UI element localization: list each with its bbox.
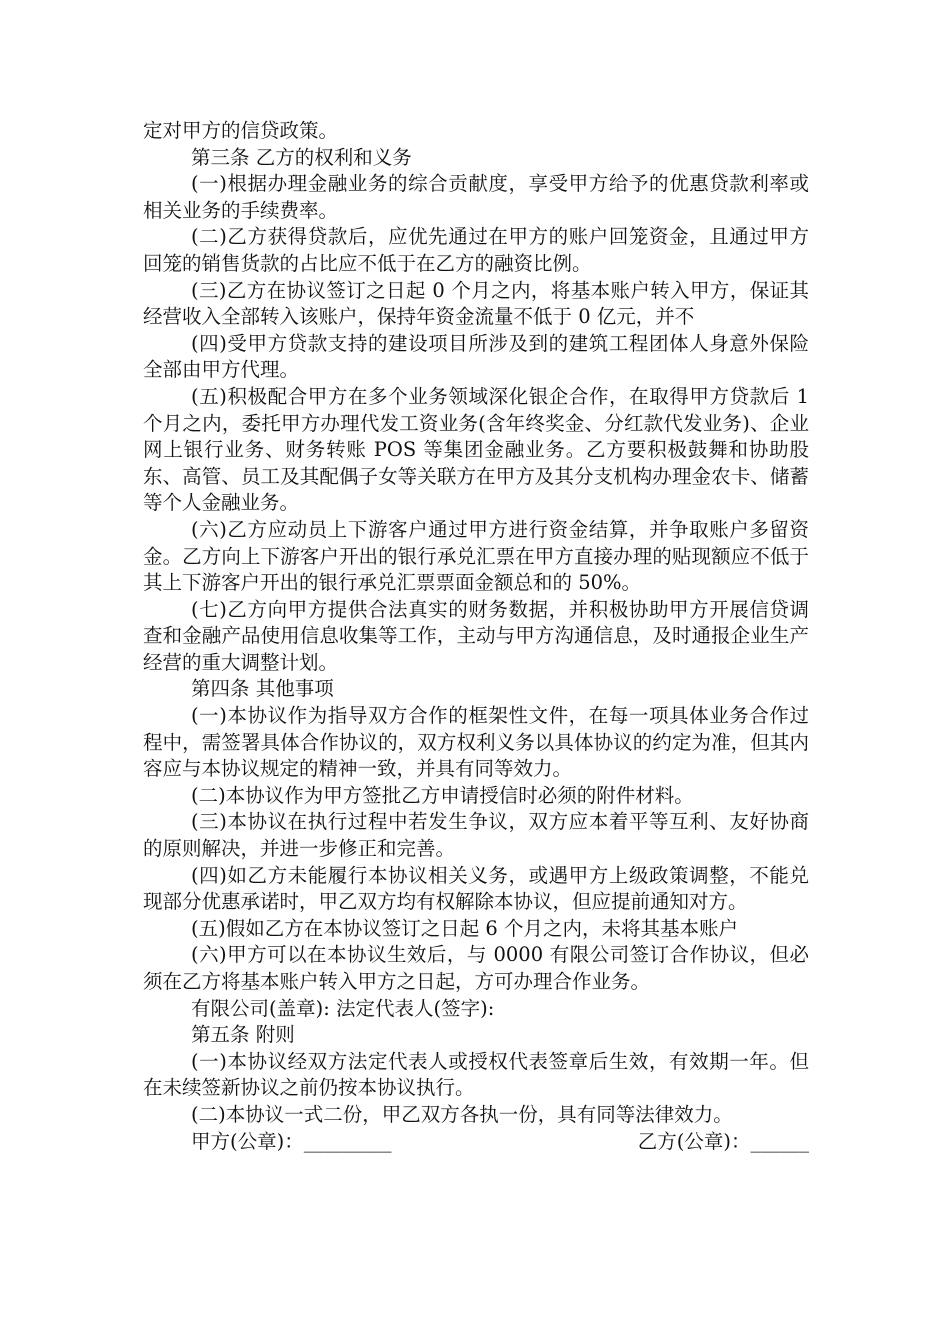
- document-body: [143, 118, 809, 1129]
- party-a-signature: 甲方(公章)：_________: [191, 1129, 392, 1153]
- document-page: [143, 118, 809, 1155]
- paragraph: (二)乙方获得贷款后，应优先通过在甲方的账户回笼资金，且通过甲方回笼的销售货款的占比应不低于在乙方的融资比例。: [143, 225, 809, 275]
- paragraph: (一)本协议经双方法定代表人或授权代表签章后生效，有效期一年。但在未续签新协议之前仍按本协议执行。: [143, 1049, 809, 1100]
- paragraph: (一)本协议作为指导双方合作的框架性文件，在每一项具体业务合作过程中，需签署具体合作协议的，双方权利义务以具体协议的约定为准，但其内容应与本协议规定的精神一致，并具有同等效力。: [143, 704, 809, 781]
- paragraph: (七)乙方向甲方提供合法真实的财务数据，并积极协助甲方开展信贷调查和金融产品使用信息收集等工作，主动与甲方沟通信息，及时通报企业生产经营的重大调整计划。: [143, 597, 809, 674]
- paragraph: 有限公司(盖章): 法定代表人(签字):: [191, 996, 495, 1020]
- paragraph: (五)积极配合甲方在多个业务领域深化银企合作，在取得甲方贷款后 1 个月之内，委托甲方办理代发工资业务(含年终奖金、分红款代发业务)、企业网上银行业务、财务转账 POS 等集团金融业务。乙方要积极鼓舞和协助股东、高管、员工及其配偶子女等关联方在甲方及其分支机构办理金农卡、储蓄等个人金融业务。: [143, 384, 809, 515]
- paragraph: 定对甲方的信贷政策。: [143, 119, 339, 142]
- paragraph: 第五条 附则: [191, 1023, 295, 1047]
- paragraph: (五)假如乙方在本协议签订之日起 6 个月之内，未将其基本账户: [191, 916, 739, 940]
- paragraph: (三)本协议在执行过程中若发生争议，双方应本着平等互利、友好协商的原则解决，并进一步修正和完善。: [143, 810, 809, 861]
- paragraph: (三)乙方在协议签订之日起 0 个月之内，将基本账户转入甲方，保证其经营收入全部转入该账户，保持年资金流量不低于 0 亿元，并不: [143, 278, 809, 329]
- party-b-signature: 乙方(公章)：______: [637, 1129, 809, 1153]
- paragraph: (二)本协议作为甲方签批乙方申请授信时必须的附件材料。: [191, 783, 694, 807]
- paragraph: 第四条 其他事项: [191, 677, 334, 701]
- paragraph: (四)如乙方未能履行本协议相关义务，或遇甲方上级政策调整，不能兑现部分优惠承诺时，甲乙双方均有权解除本协议，但应提前通知对方。: [143, 863, 809, 914]
- paragraph: (六)甲方可以在本协议生效后，与 0000 有限公司签订合作协议，但必须在乙方将基本账户转入甲方之日起，方可办理合作业务。: [143, 943, 809, 993]
- paragraph: (一)根据办理金融业务的综合贡献度，享受甲方给予的优惠贷款利率或相关业务的手续费率。: [143, 172, 809, 222]
- paragraph: 第三条 乙方的权利和义务: [191, 145, 412, 169]
- paragraph: (四)受甲方贷款支持的建设项目所涉及到的建筑工程团体人身意外保险全部由甲方代理。: [143, 331, 809, 382]
- paragraph: (二)本协议一式二份，甲乙双方各执一份，具有同等法律效力。: [191, 1102, 733, 1126]
- signature-row: [143, 1129, 809, 1156]
- paragraph: (六)乙方应动员上下游客户通过甲方进行资金结算，并争取账户多留资金。乙方向上下游客户开出的银行承兑汇票在甲方直接办理的贴现额应不低于其上下游客户开出的银行承兑汇票票面金额总和的 50%。: [143, 517, 809, 595]
